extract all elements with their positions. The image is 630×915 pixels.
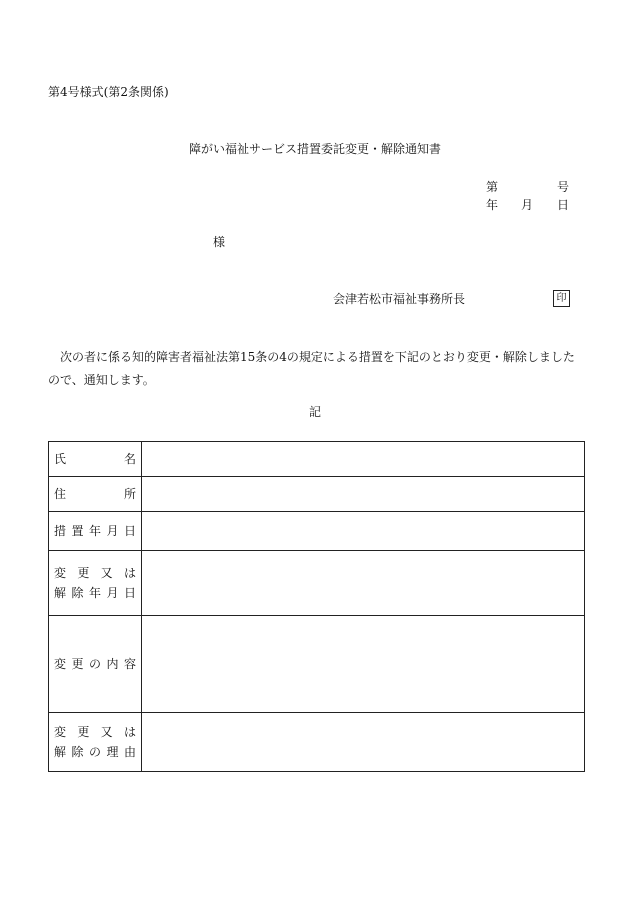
table-row: [49, 477, 585, 512]
row-value-change-date[interactable]: [142, 551, 585, 616]
date-year-label: 年: [486, 198, 499, 212]
label-char: 氏: [54, 452, 67, 466]
row-label-change-content: [49, 616, 142, 713]
ki-heading: 記: [308, 405, 321, 419]
label-char: 月: [106, 586, 119, 600]
label-char: の: [88, 657, 101, 671]
row-value-change-content[interactable]: [142, 616, 585, 713]
record-table: [48, 441, 585, 772]
label-char: 年: [88, 586, 101, 600]
label-char: 容: [123, 657, 136, 671]
label-char: 又: [100, 725, 113, 739]
label-char: 変: [54, 566, 67, 580]
label-char: 解: [54, 586, 67, 600]
row-label-address: [49, 477, 142, 512]
body-text: 次の者に係る知的障害者福祉法第15条の4の規定による措置を下記のとおり変更・解除しましたので、通知します。: [48, 350, 575, 387]
label-line: [54, 583, 136, 603]
label-char: 月: [106, 524, 119, 538]
label-char: 更: [71, 657, 84, 671]
number-prefix: 第: [486, 180, 499, 194]
sender-name: 会津若松市福祉事務所長: [333, 292, 466, 306]
label-char: 更: [77, 725, 90, 739]
table-row: [49, 551, 585, 616]
label-char: 年: [88, 524, 101, 538]
label-char: 置: [71, 524, 84, 538]
label-char: 解: [54, 745, 67, 759]
label-line: [54, 563, 136, 583]
table-row: [49, 713, 585, 772]
label-char: 日: [123, 524, 136, 538]
number-suffix: 号: [557, 180, 570, 194]
label-line: [54, 742, 136, 762]
row-value-measure-date[interactable]: [142, 512, 585, 551]
label-char: 変: [54, 725, 67, 739]
label-char: 日: [123, 586, 136, 600]
label-char: 除: [71, 586, 84, 600]
addressee-suffix: 様: [213, 235, 226, 249]
label-char: 措: [54, 524, 67, 538]
label-char: 由: [123, 745, 136, 759]
label-char: は: [123, 566, 136, 580]
row-label-measure-date: [49, 512, 142, 551]
label-char: 又: [100, 566, 113, 580]
label-char: の: [88, 745, 101, 759]
row-value-change-reason[interactable]: [142, 713, 585, 772]
row-label-change-date: [49, 551, 142, 616]
label-char: 名: [123, 452, 136, 466]
label-line: [54, 722, 136, 742]
date-day-label: 日: [557, 198, 570, 212]
document-title: 障がい福祉サービス措置委託変更・解除通知書: [188, 142, 441, 156]
label-line: [54, 484, 136, 504]
label-char: 内: [106, 657, 119, 671]
table-row: [49, 512, 585, 551]
row-label-name: [49, 442, 142, 477]
label-char: 更: [77, 566, 90, 580]
label-char: 変: [54, 657, 67, 671]
label-line: [54, 654, 136, 674]
seal-box: 印: [553, 290, 570, 307]
label-char: は: [123, 725, 136, 739]
label-char: 除: [71, 745, 84, 759]
row-value-name[interactable]: [142, 442, 585, 477]
label-line: [54, 449, 136, 469]
form-number: 第4号様式(第2条関係): [48, 85, 169, 99]
row-label-change-reason: [49, 713, 142, 772]
date-month-label: 月: [521, 198, 534, 212]
table-row: [49, 616, 585, 713]
label-line: [54, 521, 136, 541]
table-row: [49, 442, 585, 477]
row-value-address[interactable]: [142, 477, 585, 512]
label-char: 所: [123, 487, 136, 501]
label-char: 住: [54, 487, 67, 501]
label-char: 理: [106, 745, 119, 759]
